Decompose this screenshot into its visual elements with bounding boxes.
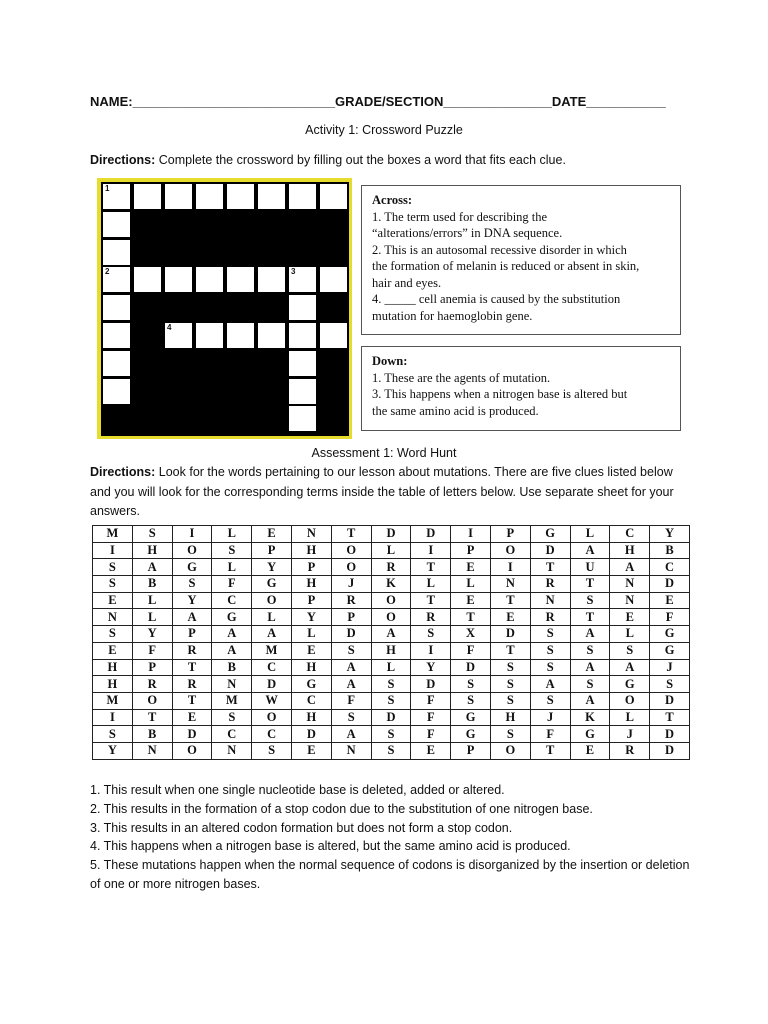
word-search-row: [93, 542, 690, 559]
letter-cell: T: [132, 709, 172, 726]
crossword-cell[interactable]: [320, 184, 347, 209]
letter-cell: L: [451, 576, 491, 593]
crossword-cell[interactable]: [103, 379, 130, 404]
letter-cell: S: [490, 659, 530, 676]
letter-cell: S: [331, 709, 371, 726]
letter-cell: E: [451, 592, 491, 609]
letter-cell: S: [212, 709, 252, 726]
word-search-row: [93, 659, 690, 676]
down-heading: Down:: [372, 354, 408, 368]
letter-cell: N: [610, 592, 650, 609]
letter-cell: S: [371, 692, 411, 709]
letter-cell: R: [371, 559, 411, 576]
letter-cell: L: [371, 659, 411, 676]
crossword-cell[interactable]: [227, 267, 254, 292]
word-search-row: [93, 526, 690, 543]
letter-cell: H: [93, 676, 133, 693]
letter-cell: D: [411, 676, 451, 693]
crossword-grid: [101, 182, 349, 436]
letter-cell: F: [411, 726, 451, 743]
word-search-row: [93, 576, 690, 593]
letter-cell: S: [371, 742, 411, 759]
letter-cell: F: [530, 726, 570, 743]
letter-cell: I: [411, 542, 451, 559]
letter-cell: S: [490, 726, 530, 743]
word-search-row: [93, 642, 690, 659]
crossword-cell[interactable]: [165, 267, 192, 292]
letter-cell: A: [610, 659, 650, 676]
letter-cell: O: [172, 542, 212, 559]
letter-cell: U: [570, 559, 610, 576]
letter-cell: A: [570, 626, 610, 643]
letter-cell: Y: [93, 742, 133, 759]
letter-cell: F: [212, 576, 252, 593]
letter-cell: A: [570, 692, 610, 709]
across-heading: Across:: [372, 193, 413, 207]
word-search-row: [93, 676, 690, 693]
letter-cell: P: [132, 659, 172, 676]
crossword-cell[interactable]: [103, 212, 130, 237]
letter-cell: N: [212, 676, 252, 693]
letter-cell: L: [371, 542, 411, 559]
letter-cell: B: [212, 659, 252, 676]
letter-cell: E: [451, 559, 491, 576]
crossword-cell[interactable]: [165, 184, 192, 209]
letter-cell: D: [371, 526, 411, 543]
letter-cell: S: [93, 559, 133, 576]
crossword-cell[interactable]: [289, 379, 316, 404]
letter-cell: A: [610, 559, 650, 576]
crossword-cell[interactable]: [289, 323, 316, 348]
letter-cell: K: [371, 576, 411, 593]
letter-cell: A: [331, 676, 371, 693]
letter-cell: D: [650, 726, 690, 743]
letter-cell: S: [93, 726, 133, 743]
letter-cell: A: [530, 676, 570, 693]
letter-cell: F: [650, 609, 690, 626]
letter-cell: L: [132, 592, 172, 609]
letter-cell: G: [570, 726, 610, 743]
letter-cell: C: [252, 726, 292, 743]
letter-cell: R: [172, 642, 212, 659]
letter-cell: H: [610, 542, 650, 559]
letter-cell: M: [93, 526, 133, 543]
letter-cell: N: [291, 526, 331, 543]
crossword-cell[interactable]: [103, 323, 130, 348]
letter-cell: S: [650, 676, 690, 693]
question-list: [90, 781, 690, 894]
letter-cell: D: [291, 726, 331, 743]
crossword-cell[interactable]: [258, 267, 285, 292]
letter-cell: S: [490, 692, 530, 709]
letter-cell: G: [530, 526, 570, 543]
crossword-cell[interactable]: [320, 267, 347, 292]
letter-cell: P: [451, 542, 491, 559]
letter-cell: S: [252, 742, 292, 759]
letter-cell: J: [650, 659, 690, 676]
letter-cell: H: [291, 576, 331, 593]
letter-cell: C: [610, 526, 650, 543]
letter-cell: H: [371, 642, 411, 659]
letter-cell: M: [212, 692, 252, 709]
letter-cell: P: [252, 542, 292, 559]
letter-cell: I: [490, 559, 530, 576]
across-clues-box: [361, 185, 681, 335]
word-search-table: [92, 525, 690, 760]
letter-cell: R: [530, 609, 570, 626]
clue-number: 1: [105, 184, 110, 193]
clue-number: 2: [105, 267, 110, 277]
letter-cell: R: [172, 676, 212, 693]
letter-cell: A: [371, 626, 411, 643]
letter-cell: N: [331, 742, 371, 759]
letter-cell: F: [411, 709, 451, 726]
across-clue-line: 1. The term used for describing the: [372, 209, 548, 224]
crossword-cell[interactable]: [134, 184, 161, 209]
letter-cell: S: [530, 692, 570, 709]
letter-cell: I: [93, 542, 133, 559]
across-clue-line: 4. _____ cell anemia is caused by the substitution: [372, 292, 621, 306]
crossword-cell[interactable]: [289, 406, 316, 431]
question-item: 2. This results in the formation of a stop codon due to the substitution of one nitrogen base.: [90, 801, 593, 816]
letter-cell: O: [252, 709, 292, 726]
crossword-cell[interactable]: [103, 295, 130, 320]
letter-cell: S: [570, 642, 610, 659]
letter-cell: O: [331, 542, 371, 559]
letter-cell: R: [530, 576, 570, 593]
letter-cell: D: [490, 626, 530, 643]
letter-cell: T: [570, 576, 610, 593]
letter-cell: T: [490, 592, 530, 609]
letter-cell: P: [331, 609, 371, 626]
letter-cell: N: [132, 742, 172, 759]
letter-cell: G: [650, 626, 690, 643]
crossword-cell[interactable]: [103, 351, 130, 376]
word-search-row: [93, 592, 690, 609]
letter-cell: J: [530, 709, 570, 726]
letter-cell: E: [650, 592, 690, 609]
across-clue-line: 2. This is an autosomal recessive disorder in which: [372, 242, 627, 257]
letter-cell: D: [331, 626, 371, 643]
across-clue-line: “alterations/errors” in DNA sequence.: [372, 226, 563, 240]
letter-cell: A: [570, 659, 610, 676]
letter-cell: S: [570, 676, 610, 693]
letter-cell: H: [132, 542, 172, 559]
letter-cell: G: [650, 642, 690, 659]
letter-cell: H: [93, 659, 133, 676]
letter-cell: O: [172, 742, 212, 759]
crossword-cell[interactable]: [103, 267, 130, 292]
letter-cell: L: [291, 626, 331, 643]
letter-cell: C: [650, 559, 690, 576]
crossword-cell[interactable]: [196, 323, 223, 348]
question-item: 5. These mutations happen when the normal sequence of codons is disorganized by the insertion or deletion of one or more nitrogen bases.: [90, 858, 690, 891]
letter-cell: O: [490, 542, 530, 559]
letter-cell: T: [331, 526, 371, 543]
letter-cell: G: [212, 609, 252, 626]
letter-cell: H: [291, 709, 331, 726]
letter-cell: S: [331, 642, 371, 659]
letter-cell: S: [93, 626, 133, 643]
across-clue-line: hair and eyes.: [372, 275, 442, 290]
letter-cell: A: [331, 659, 371, 676]
crossword-cell[interactable]: [227, 184, 254, 209]
directions-label: Directions:: [90, 465, 156, 479]
word-search-row: [93, 559, 690, 576]
letter-cell: G: [252, 576, 292, 593]
question-item: 4. This happens when a nitrogen base is altered, but the same amino acid is produced.: [90, 839, 571, 854]
clue-number: 4: [167, 323, 172, 332]
letter-cell: N: [610, 576, 650, 593]
letter-cell: L: [411, 576, 451, 593]
letter-cell: T: [650, 709, 690, 726]
question-item: 3. This results in an altered codon formation but does not form a stop codon.: [90, 820, 513, 835]
letter-cell: D: [650, 576, 690, 593]
activity-directions: [90, 151, 690, 171]
letter-cell: E: [570, 742, 610, 759]
letter-cell: S: [451, 692, 491, 709]
down-clue-line: the same amino acid is produced.: [372, 403, 539, 418]
directions-label: Directions:: [90, 153, 156, 167]
down-clue-line: 3. This happens when a nitrogen base is altered but: [372, 387, 628, 401]
crossword-cell[interactable]: [227, 323, 254, 348]
letter-cell: Y: [172, 592, 212, 609]
across-clue-line: the formation of melanin is reduced or absent in skin,: [372, 259, 640, 273]
word-search-row: [93, 742, 690, 759]
letter-cell: G: [451, 726, 491, 743]
letter-cell: X: [451, 626, 491, 643]
letter-cell: F: [331, 692, 371, 709]
crossword-cell[interactable]: [258, 184, 285, 209]
letter-cell: C: [252, 659, 292, 676]
letter-cell: D: [650, 692, 690, 709]
letter-cell: E: [93, 592, 133, 609]
down-clue-line: 1. These are the agents of mutation.: [372, 370, 551, 385]
letter-cell: S: [570, 592, 610, 609]
assessment-title: Assessment 1: Word Hunt: [311, 446, 457, 460]
letter-cell: S: [132, 526, 172, 543]
letter-cell: I: [93, 709, 133, 726]
letter-cell: P: [291, 592, 331, 609]
letter-cell: G: [451, 709, 491, 726]
letter-cell: T: [530, 742, 570, 759]
letter-cell: Y: [291, 609, 331, 626]
crossword-cell[interactable]: [289, 184, 316, 209]
letter-cell: S: [530, 626, 570, 643]
letter-cell: A: [212, 626, 252, 643]
crossword-cell[interactable]: [289, 351, 316, 376]
letter-cell: P: [291, 559, 331, 576]
directions-text: Look for the words pertaining to our lesson about mutations. There are five clues listed below and you will look for the corresponding terms inside the table of letters below. Use separate sheet for your answers.: [90, 465, 674, 518]
letter-cell: S: [530, 659, 570, 676]
letter-cell: G: [172, 559, 212, 576]
letter-cell: F: [451, 642, 491, 659]
word-search-row: [93, 726, 690, 743]
crossword-cell[interactable]: [289, 267, 316, 292]
letter-cell: L: [570, 526, 610, 543]
letter-cell: E: [291, 742, 331, 759]
letter-cell: T: [411, 559, 451, 576]
letter-cell: D: [252, 676, 292, 693]
assessment-directions: [90, 463, 690, 522]
letter-cell: F: [411, 692, 451, 709]
letter-cell: C: [212, 726, 252, 743]
letter-cell: O: [132, 692, 172, 709]
letter-cell: O: [371, 609, 411, 626]
crossword-cell[interactable]: [196, 267, 223, 292]
letter-cell: R: [331, 592, 371, 609]
letter-cell: B: [132, 576, 172, 593]
letter-cell: L: [212, 526, 252, 543]
letter-cell: D: [530, 542, 570, 559]
letter-cell: Y: [650, 526, 690, 543]
letter-cell: N: [490, 576, 530, 593]
letter-cell: I: [172, 526, 212, 543]
letter-cell: S: [212, 542, 252, 559]
letter-cell: M: [93, 692, 133, 709]
letter-cell: L: [212, 559, 252, 576]
letter-cell: D: [172, 726, 212, 743]
letter-cell: G: [610, 676, 650, 693]
letter-cell: S: [93, 576, 133, 593]
letter-cell: R: [610, 742, 650, 759]
student-info-line: NAME:____________________________GRADE/SECTION_______________DATE___________: [90, 94, 666, 109]
across-clue-line: mutation for haemoglobin gene.: [372, 308, 533, 323]
letter-cell: Y: [132, 626, 172, 643]
letter-cell: T: [570, 609, 610, 626]
letter-cell: B: [132, 726, 172, 743]
letter-cell: E: [411, 742, 451, 759]
letter-cell: E: [172, 709, 212, 726]
letter-cell: L: [610, 709, 650, 726]
letter-cell: T: [172, 692, 212, 709]
letter-cell: N: [212, 742, 252, 759]
letter-cell: Y: [252, 559, 292, 576]
letter-cell: I: [451, 526, 491, 543]
letter-cell: S: [610, 642, 650, 659]
letter-cell: E: [490, 609, 530, 626]
letter-cell: S: [490, 676, 530, 693]
letter-cell: I: [411, 642, 451, 659]
letter-cell: H: [490, 709, 530, 726]
letter-cell: A: [570, 542, 610, 559]
letter-cell: T: [530, 559, 570, 576]
crossword-cell[interactable]: [165, 323, 192, 348]
letter-cell: P: [490, 526, 530, 543]
letter-cell: O: [371, 592, 411, 609]
letter-cell: H: [291, 542, 331, 559]
letter-cell: R: [411, 609, 451, 626]
letter-cell: S: [371, 676, 411, 693]
activity-title: Activity 1: Crossword Puzzle: [305, 123, 463, 137]
letter-cell: L: [610, 626, 650, 643]
crossword-cell[interactable]: [258, 323, 285, 348]
letter-cell: H: [291, 659, 331, 676]
letter-cell: R: [132, 676, 172, 693]
letter-cell: A: [252, 626, 292, 643]
letter-cell: N: [93, 609, 133, 626]
letter-cell: T: [172, 659, 212, 676]
letter-cell: D: [371, 709, 411, 726]
letter-cell: O: [252, 592, 292, 609]
letter-cell: J: [610, 726, 650, 743]
crossword-cell[interactable]: [320, 323, 347, 348]
letter-cell: S: [172, 576, 212, 593]
letter-cell: P: [451, 742, 491, 759]
letter-cell: Y: [411, 659, 451, 676]
letter-cell: T: [451, 609, 491, 626]
crossword-cell[interactable]: [103, 240, 130, 265]
letter-cell: D: [411, 526, 451, 543]
letter-cell: A: [132, 559, 172, 576]
letter-cell: G: [291, 676, 331, 693]
letter-cell: O: [610, 692, 650, 709]
crossword-cell[interactable]: [289, 295, 316, 320]
letter-cell: E: [252, 526, 292, 543]
letter-cell: T: [411, 592, 451, 609]
letter-cell: B: [650, 542, 690, 559]
letter-cell: O: [490, 742, 530, 759]
letter-cell: C: [291, 692, 331, 709]
crossword-cell[interactable]: [134, 267, 161, 292]
letter-cell: K: [570, 709, 610, 726]
letter-cell: L: [252, 609, 292, 626]
letter-cell: D: [451, 659, 491, 676]
letter-cell: E: [610, 609, 650, 626]
letter-cell: T: [490, 642, 530, 659]
word-search-row: [93, 609, 690, 626]
letter-cell: E: [93, 642, 133, 659]
letter-cell: S: [371, 726, 411, 743]
letter-cell: M: [252, 642, 292, 659]
letter-cell: L: [132, 609, 172, 626]
crossword-cell[interactable]: [196, 184, 223, 209]
word-search-row: [93, 709, 690, 726]
letter-cell: S: [530, 642, 570, 659]
letter-cell: S: [451, 676, 491, 693]
directions-text: Complete the crossword by filling out the boxes a word that fits each clue.: [155, 153, 566, 167]
letter-cell: S: [411, 626, 451, 643]
down-clues-box: [361, 346, 681, 431]
letter-cell: A: [331, 726, 371, 743]
crossword-puzzle: [97, 178, 352, 439]
letter-cell: F: [132, 642, 172, 659]
letter-cell: A: [212, 642, 252, 659]
crossword-cell[interactable]: [103, 184, 130, 209]
letter-cell: C: [212, 592, 252, 609]
letter-cell: P: [172, 626, 212, 643]
letter-cell: A: [172, 609, 212, 626]
letter-cell: J: [331, 576, 371, 593]
letter-cell: D: [650, 742, 690, 759]
question-item: 1. This result when one single nucleotide base is deleted, added or altered.: [90, 783, 505, 797]
letter-cell: W: [252, 692, 292, 709]
word-search-row: [93, 626, 690, 643]
clue-number: 3: [291, 267, 296, 277]
letter-cell: N: [530, 592, 570, 609]
letter-cell: E: [291, 642, 331, 659]
word-search-row: [93, 692, 690, 709]
letter-cell: O: [331, 559, 371, 576]
